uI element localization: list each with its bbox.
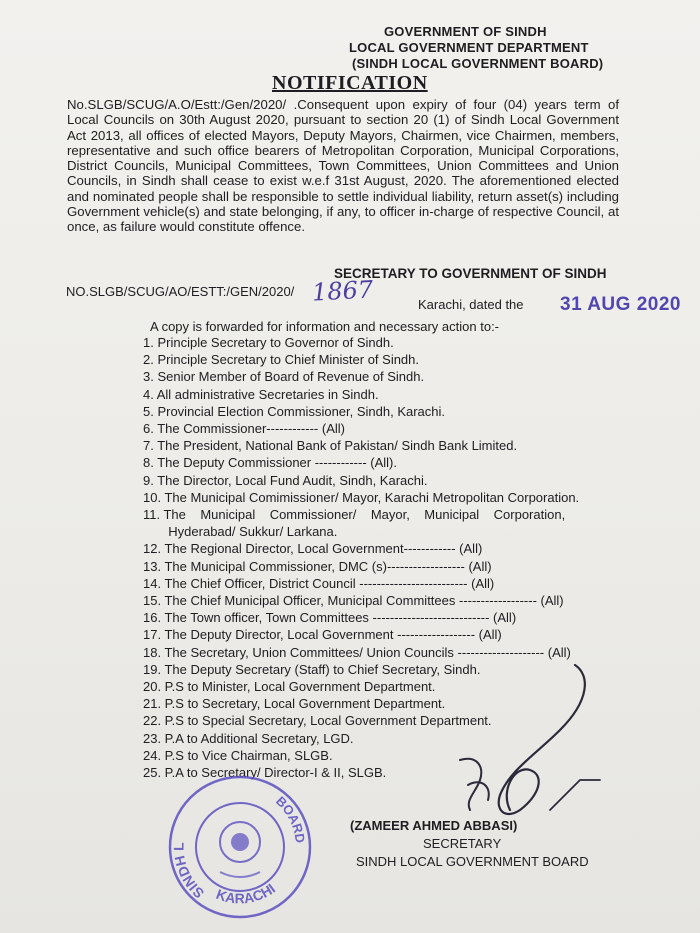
official-seal <box>165 772 315 922</box>
list-item: 4. All administrative Secretaries in Sindh. <box>143 386 379 402</box>
list-item: 8. The Deputy Commissioner ------------ (All). <box>143 455 397 471</box>
list-item: 12. The Regional Director, Local Government------------ (All) <box>143 541 483 557</box>
header-line-3: (SINDH LOCAL GOVERNMENT BOARD) <box>352 56 604 71</box>
list-item: 19. The Deputy Secretary (Staff) to Chief Secretary, Sindh. <box>143 661 481 677</box>
list-item: 18. The Secretary, Union Committees/ Union Councils -------------------- (All) <box>143 644 571 660</box>
secretary-title: SECRETARY TO GOVERNMENT OF SINDH <box>334 266 607 281</box>
seal-text-left: SINDH L <box>170 842 208 902</box>
list-item: 5. Provincial Election Commissioner, Sindh, Karachi. <box>143 403 446 419</box>
list-item: 11. The Municipal Commissioner/ Mayor, Municipal Corporation, <box>143 507 566 523</box>
reference-number: NO.SLGB/SCUG/AO/ESTT:/GEN/2020/ <box>66 284 295 299</box>
list-item: 9. The Director, Local Fund Audit, Sindh, Karachi. <box>143 472 428 488</box>
list-item: 2. Principle Secretary to Chief Minister of Sindh. <box>143 352 420 368</box>
list-item: 22. P.S to Special Secretary, Local Government Department. <box>143 713 492 729</box>
handwritten-signature <box>440 660 680 830</box>
list-item: 16. The Town officer, Town Committees --------------------------- (All) <box>143 610 517 626</box>
list-item: 25. P.A to Secretary/ Director-I & II, SLGB. <box>143 765 387 781</box>
seal-text-bottom: KARACHI <box>214 880 279 907</box>
list-item: 24. P.S to Vice Chairman, SLGB. <box>143 747 333 763</box>
signatory-designation: SECRETARY <box>423 836 502 851</box>
list-item: 21. P.S to Secretary, Local Government Department. <box>143 696 446 712</box>
list-item: 15. The Chief Municipal Officer, Municipal Committees ------------------ (All) <box>143 593 564 609</box>
list-item: 6. The Commissioner------------ (All) <box>143 421 345 437</box>
list-item: 1. Principle Secretary to Governor of Sindh. <box>143 335 394 350</box>
header-line-2: LOCAL GOVERNMENT DEPARTMENT <box>349 40 589 55</box>
list-item: 23. P.A to Additional Secretary, LGD. <box>143 730 354 746</box>
dated-label: Karachi, dated the <box>418 297 524 312</box>
notification-title: NOTIFICATION <box>272 72 428 94</box>
copy-forward-intro: A copy is forwarded for information and necessary action to:- <box>150 319 500 334</box>
svg-text:KARACHI <box>214 880 278 906</box>
signatory-name: (ZAMEER AHMED ABBASI) <box>350 818 518 833</box>
list-item: 10. The Municipal Comimissioner/ Mayor, Karachi Metropolitan Corporation. <box>143 489 580 505</box>
seal-text-right: BOARD <box>272 793 308 844</box>
header-line-1: GOVERNMENT OF SINDH <box>384 24 547 39</box>
date-stamp: 31 AUG 2020 <box>560 294 681 315</box>
list-item: 7. The President, National Bank of Pakistan/ Sindh Bank Limited. <box>143 438 518 454</box>
signature-block <box>350 817 589 871</box>
notification-body: No.SLGB/SCUG/A.O/Estt:/Gen/2020/ .Consequent upon expiry of four (04) years term of Local Councils on 30th August 2020, pursuant to section 20 (1) of Sindh Local Government Act 2013, all offices of elected Mayors, Deputy Mayors, Chairmen, vice Chairmen, members, representative and such office bearers of Metropolitan Corporation, Municipal Corporations, District Councils, Municipal Committees, Town Committees, Union Committees and Union Councils, in Sindh shall cease to exist w.e.f 31st August, 2020. The aforementioned elected and nominated people shall be responsible to settle individual liability, return asset(s) including Government vehicle(s) and state belonging, if any, to officer in-charge of respective Council, at once, as failure would constitute offence. <box>67 97 619 235</box>
list-item: 20. P.S to Minister, Local Government Department. <box>143 679 436 695</box>
list-item: 13. The Municipal Commissioner, DMC (s)------------------ (All) <box>143 558 492 574</box>
list-item: 14. The Chief Officer, District Council ------------------------- (All) <box>143 575 495 591</box>
list-item: 17. The Deputy Director, Local Government ------------------ (All) <box>143 627 502 643</box>
list-item: 3. Senior Member of Board of Revenue of Sindh. <box>143 369 425 385</box>
signatory-office: SINDH LOCAL GOVERNMENT BOARD <box>356 854 589 869</box>
handwritten-reference: 1867 <box>311 275 374 307</box>
list-item: Hyderabad/ Sukkur/ Larkana. <box>143 524 338 540</box>
